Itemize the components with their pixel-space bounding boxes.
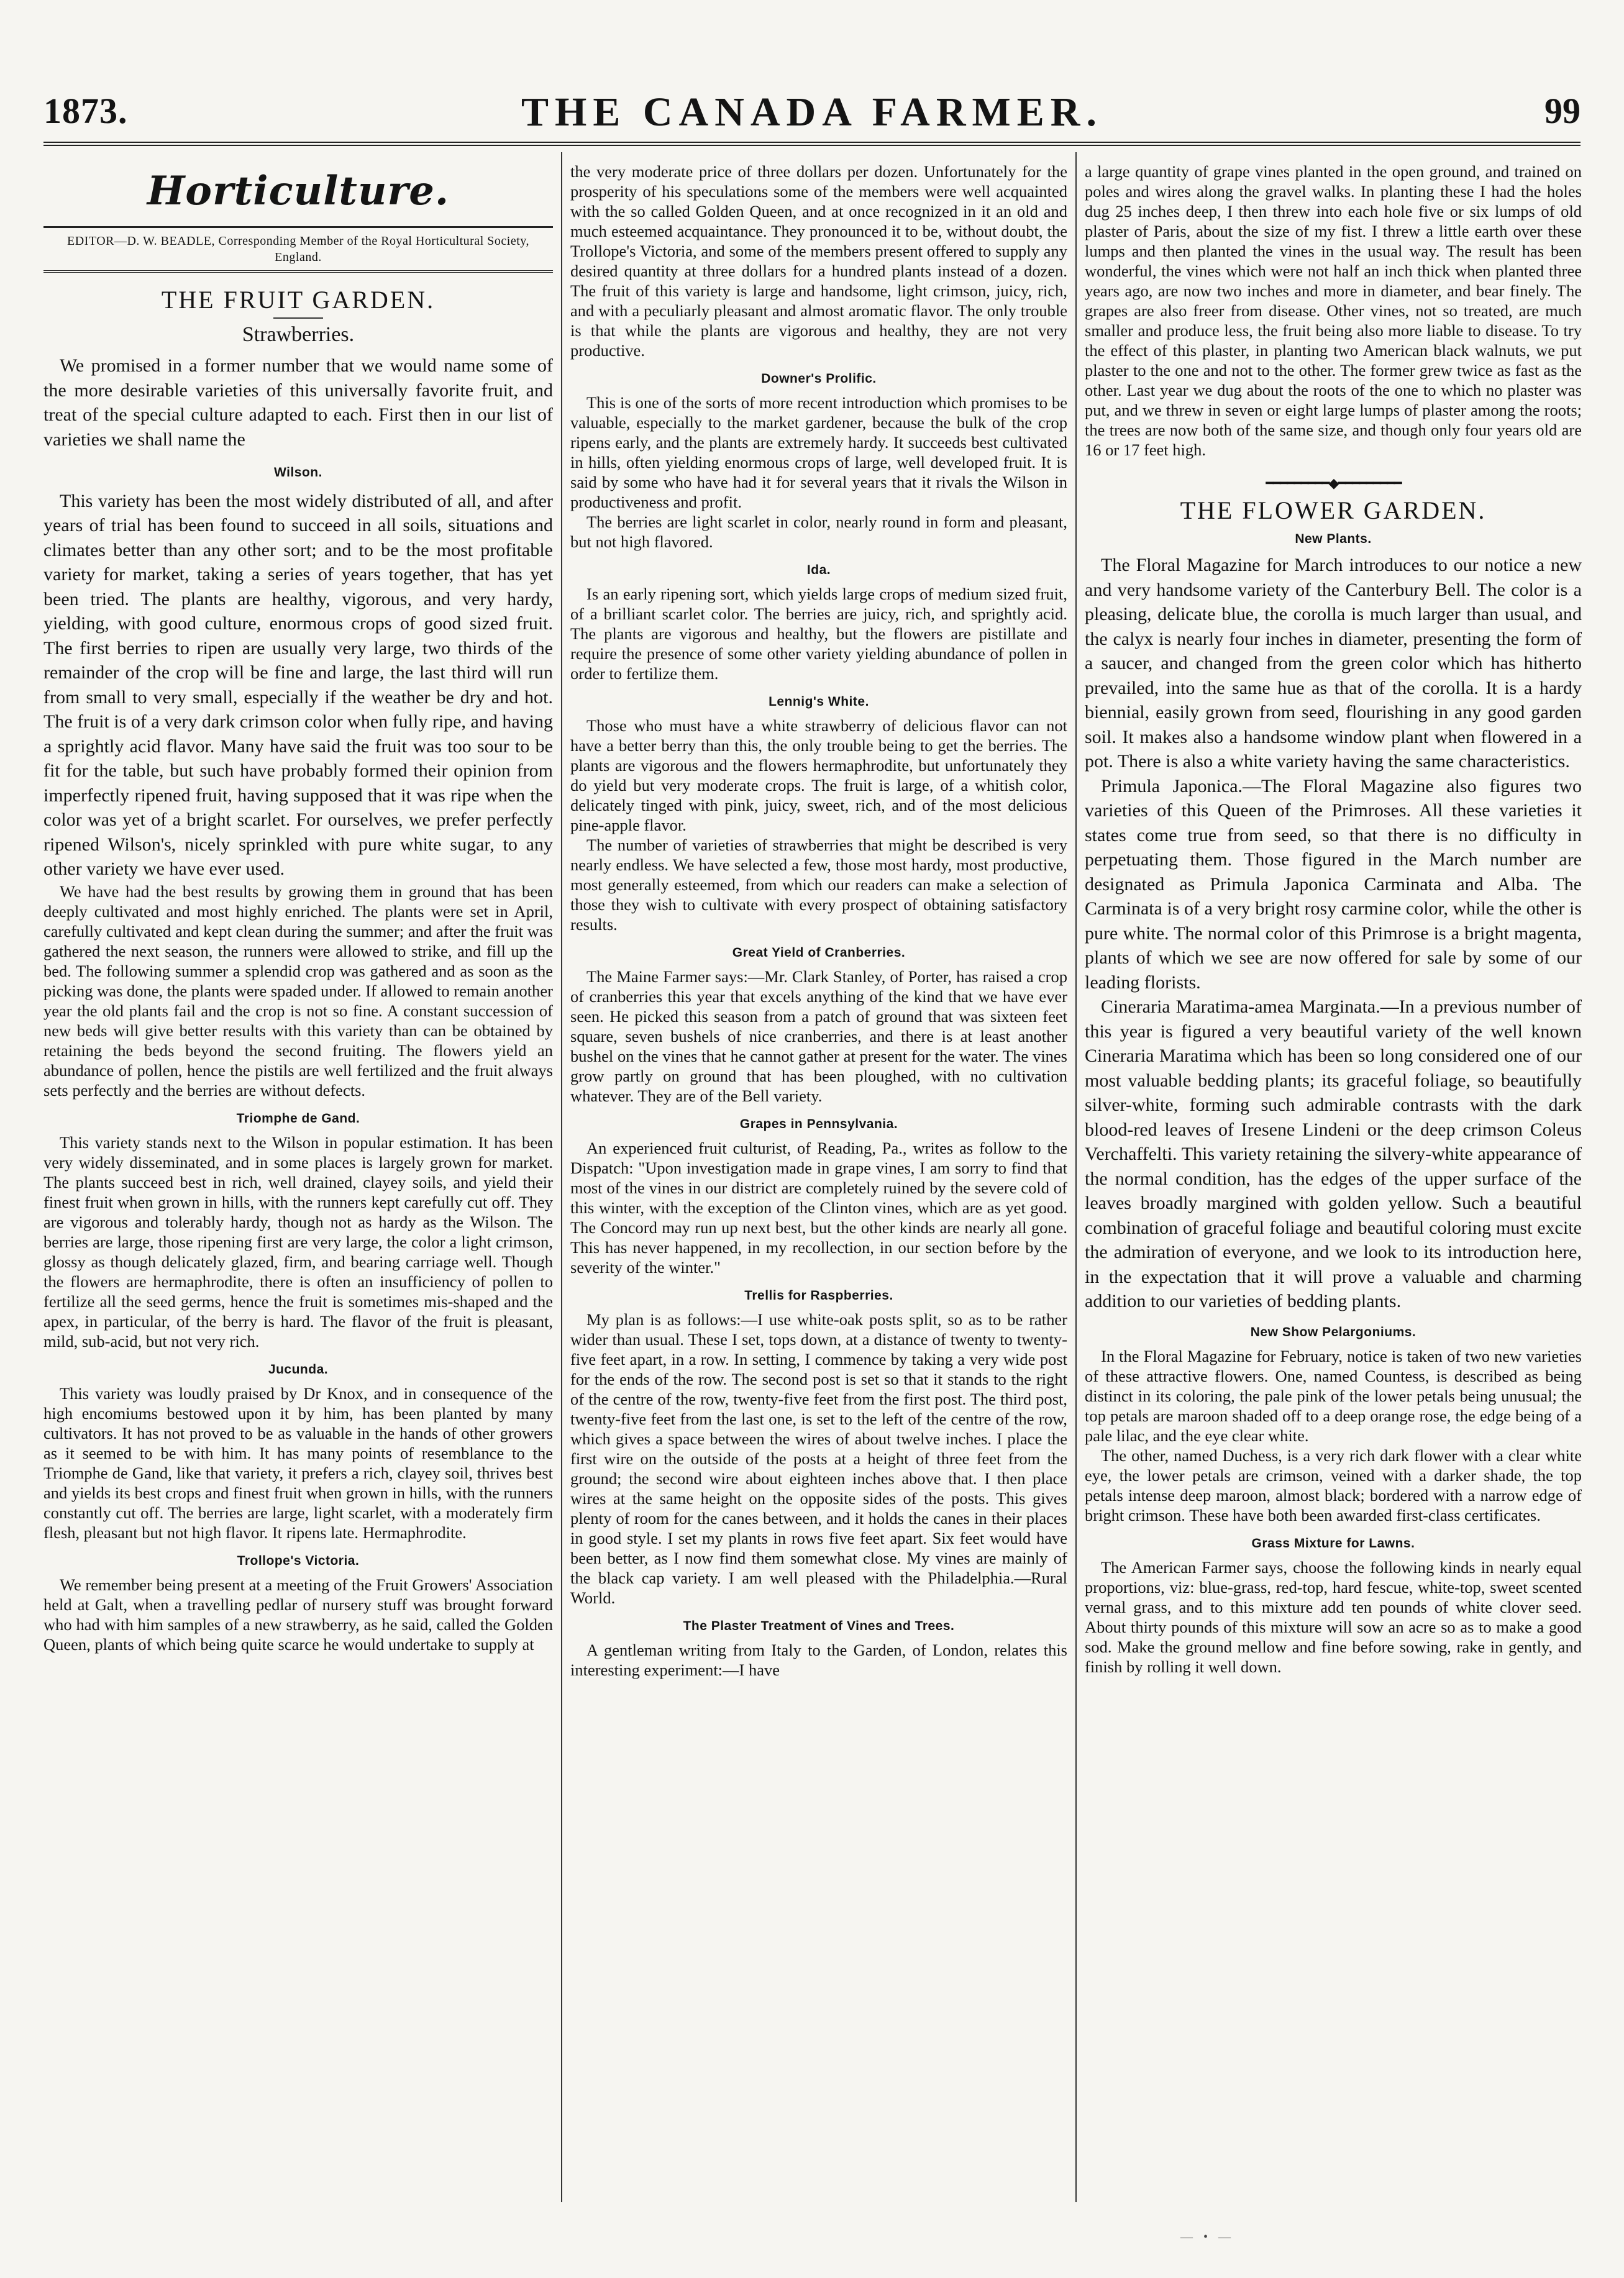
variety-heading: Downer's Prolific. (761, 371, 877, 386)
variety-heading: Triomphe de Gand. (236, 1111, 360, 1126)
article-heading: Grapes in Pennsylvania. (739, 1117, 898, 1131)
paragraph: The American Farmer says, choose the following kinds in nearly equal proportions, viz: blue-grass, red-top, hard fescue, white-top, sweet scented vernal grass, and to this mixture add ten pounds of white clover seed. About thirty pounds of this mixture will sow an acre so as to make a good sod. Make the ground mellow and fine before sowing, rake in gently, and finish by rolling it well down. (1085, 1557, 1582, 1676)
column-right (1085, 162, 1582, 2205)
masthead-rule (43, 142, 1581, 146)
article-heading: New Show Pelargoniums. (1250, 1324, 1416, 1339)
paragraph: Primula Japonica.—The Floral Magazine also figures two varieties of this Queen of the Primroses. All these varieties it states come true from seed, so that there is no difficulty in perpetuating them. Those figured in the March number are designated as Primula Japonica Carminata and Alba. The Carminata is of a very bright rosy carmine color, while the other is pure white. The normal color of this Primrose is a bright magenta, plants of which we see are now offered for sale by some of our leading florists. (1085, 775, 1582, 993)
column-middle (570, 162, 1067, 2205)
paragraph: We remember being present at a meeting of the Fruit Growers' Association held at Galt, when a travelling pedlar of nursery stuff was brought forward who had with him samples of a new strawberry, as he said, called the Golden Queen, plants of which being quite scarce he would undertake to supply at (43, 1575, 553, 1654)
variety-heading: Jucunda. (268, 1362, 329, 1377)
page-number: 99 (1544, 91, 1581, 131)
paragraph: We promised in a former number that we would name some of the more desirable varieties of this universally favorite fruit, and treat of the special culture adapted to each. First then in our list of varieties we shall name the (43, 355, 553, 450)
paragraph: A gentleman writing from Italy to the Garden, of London, relates this interesting experiment:—I have (570, 1641, 1067, 1679)
newspaper-title: THE CANADA FARMER. (521, 89, 1103, 135)
article-heading: Trellis for Raspberries. (744, 1288, 893, 1303)
issue-year: 1873. (43, 91, 128, 131)
ornamental-divider: ━━━━━━━━━◆━━━━━━━━━ (1266, 475, 1401, 491)
variety-heading: Lennig's White. (769, 695, 869, 709)
article-heading: New Plants. (1295, 532, 1372, 546)
paragraph: the very moderate price of three dollars per dozen. Unfortunately for the prosperity of his speculations some of the members were well acquainted with the so called Golden Queen, and at once recognized in it an old and much esteemed acquaintance. They pronounced it to be, without doubt, the Trollope's Victoria, and some of the members present offered to supply any desired quantity at three dollars for a hundred plants instead of a dozen. The fruit of this variety is large and handsome, light crimson, juicy, rich, and with a peculiarly pleasant and almost aromatic flavor. The only trouble is that while the plants are vigorous and healthy, they are not very productive. (570, 162, 1067, 360)
paragraph: This variety stands next to the Wilson in popular estimation. It has been very widely disseminated, and in some places is largely grown for market. The plants succeed best in rich, well drained, clayey soils, and yield their finest fruit when grown in hills, with the runners kept carefully cut off. They are vigorous and tolerably hardy, though not as hardy as the Wilson. The berries are large, those ripening first are very large, the color a light crimson, glossy as though delicately glazed, firm, and bearing carriage well. Though the flowers are hermaphrodite, there is often an insufficiency of pollen to fertilize all the seed germs, hence the fruit is sometimes mis-shaped and the apex, in particular, of the berry is hard. The flavor of the fruit is pleasant, mild, sub-acid, but not very rich. (43, 1132, 553, 1351)
paragraph: The Maine Farmer says:—Mr. Clark Stanley, of Porter, has raised a crop of cranberries this year that excels anything of the kind that we have ever seen. He picked this season from a patch of ground that was sixteen feet square, seven bushels of nice cranberries, and there is at least another bushel on the vines that he cannot gather at present for the water. The vines grow partly on ground that has been ploughed, with no cultivation whatever. They are of the Bell variety. (570, 967, 1067, 1105)
editor-line: EDITOR—D. W. BEADLE, Corresponding Member of the Royal Horticultural Society, England. (43, 226, 553, 273)
article-heading: Grass Mixture for Lawns. (1251, 1536, 1415, 1551)
paragraph: In the Floral Magazine for February, notice is taken of two new varieties of these attractive flowers. One, named Countess, is described as being distinct in its coloring, the pale pink of the lower petals being unusual; the top petals are maroon shaded off to a deep orange rose, the edge being of a pale lilac, and the eye clear white. (1085, 1346, 1582, 1445)
paragraph: The number of varieties of strawberries that might be described is very nearly endless. We have selected a few, those most hardy, most productive, most generally esteemed, from which our readers can make a selection of those they wish to cultivate with every prospect of obtaining satisfactory results. (570, 836, 1067, 934)
section-heading-flower-garden: THE FLOWER GARDEN. (1180, 496, 1487, 524)
short-rule (273, 317, 323, 319)
column-left (43, 162, 553, 2205)
article-heading: Great Yield of Cranberries. (732, 945, 906, 960)
section-heading-fruit-garden: THE FRUIT GARDEN. (161, 286, 436, 314)
paragraph: This variety was loudly praised by Dr Knox, and in consequence of the high encomiums bestowed upon it by him, has been planted by many cultivators. It has not proved to be as valuable in the hands of other growers as it seemed to be with him. It has many points of resemblance to the Triomphe de Gand, like that variety, it prefers a rich, clayey soil, thrives best and yields its best crops and finest fruit when grown in hills, with the runners constantly cut off. The berries are large, light scarlet, with a moderately firm flesh, pleasant but not high flavor. It ripens late. Hermaphrodite. (43, 1383, 553, 1542)
paragraph: Is an early ripening sort, which yields large crops of medium sized fruit, of a brilliant scarlet color. The berries are juicy, rich, and sprightly acid. The plants are vigorous and healthy, but the flowers are pistillate and require the presence of some other variety yielding abundance of pollen in order to fertilize them. (570, 585, 1067, 683)
paragraph: An experienced fruit culturist, of Reading, Pa., writes as follow to the Dispatch: "Upon investigation made in grape vines, I am sorry to find that most of the vines in our district are completely ruined by the severe cold of this winter, with the exception of the Clinton vines, which are as yet good. The Concord may run up next best, but the other kinds are nearly all gone. This has never happened, in my recollection, in our section before by the severity of the winter." (570, 1139, 1067, 1277)
paragraph: a large quantity of grape vines planted in the open ground, and trained on poles and wires along the gravel walks. In planting these I had the holes dug 25 inches deep, I then threw into each hole five or six lumps of old plaster of Paris, about the size of my fist. I threw a little earth over these lumps and then planted the vines in the usual way. The result has been wonderful, the vines which were not half an inch thick when planted three years ago, are now two inches and more in diameter, and bear finely. The grapes are also freer from disease. Other vines, not so treated, are much smaller and produce less, the fruit being also more liable to disease. To try the effect of this plaster, in planting two American black walnuts, we put plaster to the one and not to the other. The former grew twice as fast as the other. Last year we dug about the roots of the one to which no plaster was put, and we threw in seven or eight large lumps of plaster among the roots; the trees are now both of the same size, and though only four years old are 16 or 17 feet high. (1085, 162, 1582, 459)
masthead (43, 84, 1581, 143)
column-divider (561, 152, 562, 2202)
paragraph: Cineraria Maratima-amea Marginata.—In a previous number of this year is figured a very beautiful variety of the well known Cineraria Maratima which has been so long considered one of our most valuable bedding plants; its graceful foliage, so beautifully silver-white, forming such admirable contrasts with the dark blood-red leaves of Iresene Lindeni or the deep crimson Coleus Verchaffelti. This variety retaining the silvery-white appearance of the normal condition, has the edges of the upper surface of the leaves broadly margined with golden yellow. Such a beautiful combination of graceful foliage and beautiful coloring must excite the admiration of everyone, and we look to its introduction here, in the expectation that it will prove a valuable and charming addition to our varieties of bedding plants. (1085, 996, 1582, 1311)
paragraph: We have had the best results by growing them in ground that has been deeply cultivated and most highly enriched. The plants were set in April, carefully cultivated and kept clean during the summer; and after the fruit was gathered the next season, the runners were allowed to strike, and fill up the bed. The following summer a splendid crop was gathered and as soon as the picking was done, the plants were spaded under. If allowed to remain another year the old plants fail and the crop is not so fine. A constant succession of new beds will give better results with this variety than can be obtained by retaining the beds beyond the second fruiting. The flowers yield an abundance of pollen, hence the pistils are well fertilized and the fruit always sets perfectly and the berries are without defects. (43, 882, 553, 1100)
department-title: Horticulture. (147, 168, 450, 214)
paragraph: The berries are light scarlet in color, nearly round in form and pleasant, but not high flavored. (570, 513, 1067, 551)
variety-heading: Trollope's Victoria. (237, 1553, 360, 1568)
article-heading: The Plaster Treatment of Vines and Trees. (683, 1619, 955, 1633)
variety-heading: Wilson. (274, 465, 322, 480)
column-divider (1075, 152, 1077, 2202)
subheading-strawberries: Strawberries. (242, 323, 355, 346)
variety-heading: Ida. (806, 563, 831, 577)
footer-ornament: — • — (1180, 2230, 1235, 2244)
paragraph: Those who must have a white strawberry of delicious flavor can not have a better berry than this, the only trouble being to get the berries. The plants are vigorous and the flowers hermaphrodite, but unfortunately they do yield but very moderate crops. The fruit is large, of a whitish color, delicately tinged with pink, juicy, sweet, rich, and of the most delicious pine-apple flavor. (570, 716, 1067, 834)
paragraph: The Floral Magazine for March introduces to our notice a new and very handsome variety of the Canterbury Bell. The color is a pleasing, delicate blue, the corolla is much larger than usual, and the calyx is nearly four inches in diameter, presenting the form of a saucer, and changed from the green color which has hitherto prevailed, into the same hue as that of the corolla. It is a hardy biennial, easily grown from seed, flourishing in any good garden soil. It makes also a handsome window plant when flowered in a pot. There is also a white variety having the same characteristics. (1085, 555, 1582, 772)
paragraph: This variety has been the most widely distributed of all, and after years of trial has been found to succeed in all soils, situations and climates better than any other sort; and to be the most profitable variety for market, taking a series of years together, that has yet been tried. The plants are healthy, vigorous, and very hardy, yielding, with good culture, enormous crops of good sized fruit. The first berries to ripen are usually very large, two thirds of the remainder of the crop will be fine and large, the last third will run from small to very small, especially if the weather be dry and hot. The fruit is of a very dark crimson color when fully ripe, and having a sprightly acid flavor. Many have said the fruit was too sour to be fit for the table, but such have probably formed their opinion from imperfectly ripened fruit, having supposed that it was ripe when the color was yet of a bright scarlet. For ourselves, we prefer perfectly ripened Wilson's, nicely sprinkled with pure white sugar, to any other variety we have ever used. (43, 490, 553, 879)
paragraph: The other, named Duchess, is a very rich dark flower with a clear white eye, the lower petals are crimson, veined with a darker shade, the top petals intense deep maroon, almost black; bordered with a narrow edge of bright crimson. These have both been awarded first-class certificates. (1085, 1446, 1582, 1524)
paragraph: This is one of the sorts of more recent introduction which promises to be valuable, especially to the market gardener, because the bulk of the crop ripens early, and the plants are extremely hardy. It succeeds best cultivated in hills, often yielding enormous crops of large, well developed fruit. It is said by some who have had it for several years that it rivals the Wilson in productiveness and profit. (570, 393, 1067, 511)
paragraph: My plan is as follows:—I use white-oak posts split, so as to be rather wider than usual. These I set, tops down, at a distance of twenty to twenty-five feet apart, in a row. In setting, I commence by taking a very wide post for the ends of the row. The second post is set so that it stands to the right of the centre of the row, twenty-five feet from the first post. The third post, twenty-five feet from the last one, is set to the left of the centre of the row, which gives a space between the wires of about twelve inches. I place the first wire on the outside of the posts at a height of three feet from the ground; the second wire about eighteen inches above that. I then place wires at the same height on the opposite sides of the posts. This gives plenty of room for the canes between, and it holds the canes in their places in good style. I set my plants in rows five feet apart. Six feet would have been better, as I now find them somewhat close. My vines are mainly of the black cap variety. I am well pleased with the Philadelphia.—Rural World. (570, 1310, 1067, 1607)
